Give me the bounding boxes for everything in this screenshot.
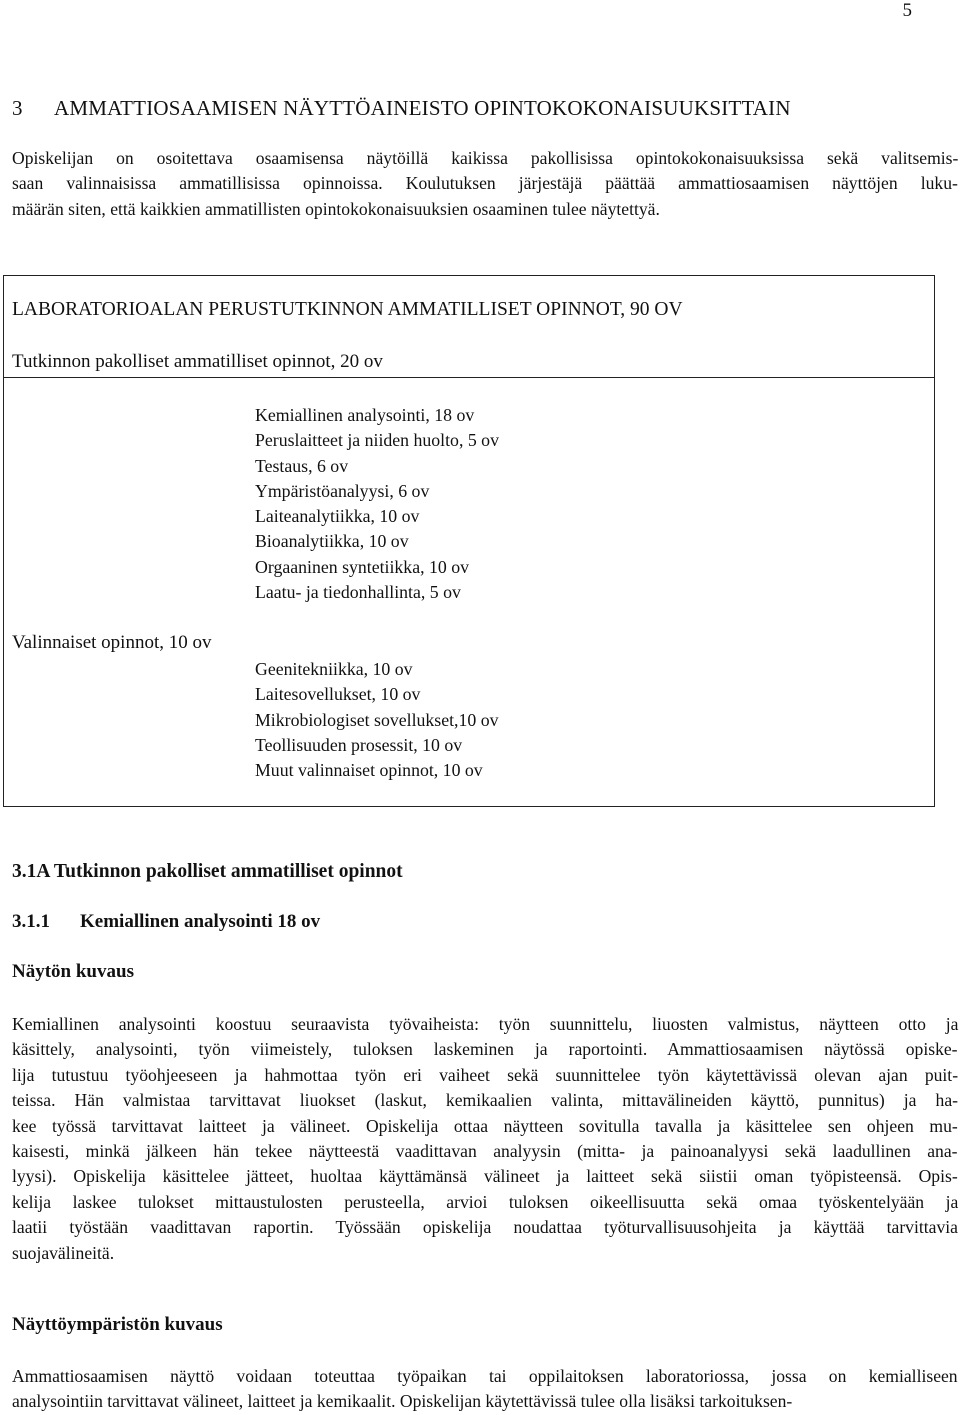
paragraph-line: saan valinnaisissa ammatillisissa opinnoissa. Koulutuksen järjestäjä päättää ammattiosaamisen näyttöjen luku-	[12, 173, 958, 194]
description-heading: Näytön kuvaus	[12, 961, 134, 982]
intro-paragraph	[12, 146, 958, 222]
section-number: 3	[12, 96, 23, 120]
paragraph-line: teissa. Hän valmistaa tarvittavat liuokset (laskut, kemikaalien valinta, mittavälineiden käyttö, punnitus) ja ha-	[12, 1090, 959, 1111]
list-item: Laitesovellukset, 10 ov	[255, 684, 421, 705]
paragraph-line: Opiskelijan on osoitettava osaamisensa näytöillä kaikissa pakollisissa opintokokonaisuuksissa sekä valitsemis-	[12, 148, 959, 168]
description-paragraph	[12, 1012, 958, 1266]
page-number: 5	[902, 0, 912, 21]
module-heading	[12, 911, 320, 933]
list-item: Laatu- ja tiedonhallinta, 5 ov	[255, 582, 461, 603]
paragraph-line: määrän siten, että kaikkien ammatillisten opintokokonaisuuksien osaaminen tulee näytettyä.	[12, 198, 660, 219]
paragraph-line: kaisesti, minkä jälkeen hän tekee näytteestä vaadittavan analyysin (mitta- ja painoanalyysi sekä laadullinen ana-	[12, 1140, 958, 1161]
paragraph-line: Kemiallinen analysointi koostuu seuraavista työvaiheista: työn suunnittelu, liuosten valmistus, näytteen otto ja	[12, 1014, 959, 1034]
subsection-heading: 3.1A Tutkinnon pakolliset ammatilliset opinnot	[12, 861, 403, 882]
list-item: Peruslaitteet ja niiden huolto, 5 ov	[255, 430, 499, 451]
paragraph-line: laatii työstään vaadittavan raportin. Työssään opiskelija noudattaa työturvallisuusohjeita ja käyttää tarvittavia	[12, 1217, 958, 1238]
environment-paragraph	[12, 1364, 958, 1415]
list-item: Mikrobiologiset sovellukset,10 ov	[255, 709, 499, 730]
list-item: Orgaaninen syntetiikka, 10 ov	[255, 556, 469, 577]
list-item: Testaus, 6 ov	[255, 455, 349, 476]
paragraph-line: Ammattiosaamisen näyttö voidaan toteuttaa työpaikan tai oppilaitoksen laboratoriossa, jossa on kemialliseen	[12, 1366, 958, 1386]
box-title: LABORATORIOALAN PERUSTUTKINNON AMMATILLISET OPINNOT, 90 OV	[12, 299, 683, 320]
list-item: Kemiallinen analysointi, 18 ov	[255, 405, 475, 425]
mandatory-module-list	[255, 403, 499, 605]
list-item: Ympäristöanalyysi, 6 ov	[255, 480, 430, 501]
module-title: Kemiallinen analysointi 18 ov	[80, 911, 321, 932]
section-title: AMMATTIOSAAMISEN NÄYTTÖAINEISTO OPINTOKOKONAISUUKSITTAIN	[54, 96, 791, 120]
list-item: Teollisuuden prosessit, 10 ov	[255, 734, 463, 755]
paragraph-line: kelija laskee tulokset mittaustulosten perusteella, arvioi tuloksen oikeellisuutta sekä omaa työskentelyään ja	[12, 1191, 959, 1212]
list-item: Bioanalytiikka, 10 ov	[255, 531, 409, 552]
divider	[3, 377, 935, 378]
paragraph-line: analysointiin tarvittavat välineet, laitteet ja kemikaalit. Opiskelijan käytettävissä tulee olla lisäksi tarkoituksen-	[12, 1391, 793, 1412]
list-item: Geenitekniikka, 10 ov	[255, 659, 413, 679]
paragraph-line: käsittely, analysointi, työn viimeistely, tuloksen laskeminen ja raportointi. Ammattiosaamisen näytössä opiske-	[12, 1039, 958, 1060]
list-item: Laiteanalytiikka, 10 ov	[255, 506, 420, 527]
environment-heading: Näyttöympäristön kuvaus	[12, 1314, 223, 1335]
elective-module-list	[255, 657, 499, 783]
paragraph-line: lyysi). Opiskelija käsittelee jätteet, huoltaa käyttämänsä välineet ja laitteet sekä siistii oman työpisteensä. Opis-	[12, 1166, 958, 1187]
paragraph-line: suojavälineitä.	[12, 1242, 115, 1263]
mandatory-heading: Tutkinnon pakolliset ammatilliset opinnot, 20 ov	[12, 351, 383, 372]
elective-heading: Valinnaiset opinnot, 10 ov	[12, 632, 212, 653]
section-heading	[12, 96, 791, 121]
paragraph-line: lija tutustuu työohjeeseen ja hahmottaa työn eri vaiheet sekä suunnittelee työn käytettävissä olevan ajan puit-	[12, 1064, 959, 1085]
paragraph-line: kee työssä tarvittavat laitteet ja välineet. Opiskelija ottaa näytteen sovitulla tavalla ja käsittelee sen ohjeen mu-	[12, 1115, 958, 1136]
list-item: Muut valinnaiset opinnot, 10 ov	[255, 760, 483, 781]
module-number: 3.1.1	[12, 911, 50, 932]
